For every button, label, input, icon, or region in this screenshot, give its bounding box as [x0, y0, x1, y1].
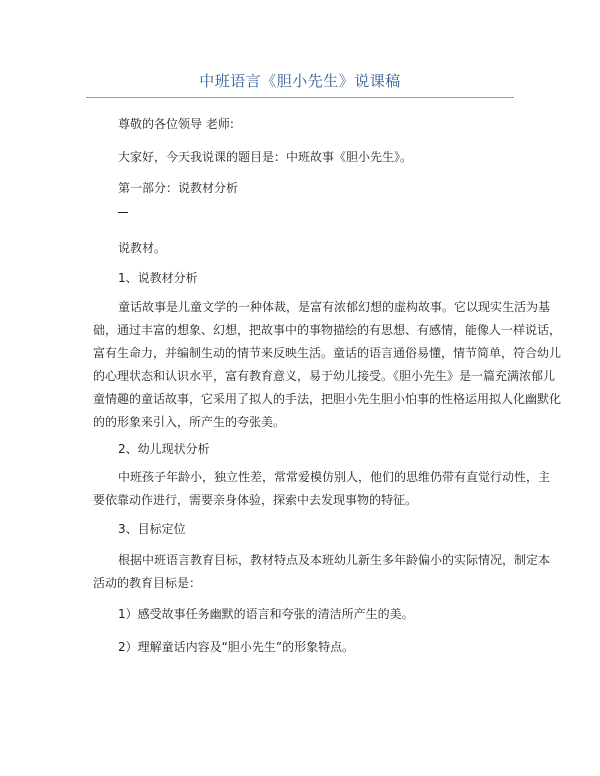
intro-line: 大家好，今天我说课的题目是：中班故事《胆小先生》。	[118, 150, 413, 164]
title-underline	[86, 97, 514, 98]
s2-line-1: 中班孩子年龄小，独立性差，常常爱模仿别人，他们的思维仍带有直觉行动性，主	[118, 470, 551, 484]
goal-1: 1）感受故事任务幽默的语言和夸张的清洁所产生的美。	[118, 607, 414, 621]
s1-line-1: 童话故事是儿童文学的一种体裁，是富有浓郁幻想的虚构故事。它以现实生活为基	[118, 300, 551, 314]
s1-line-5: 童情趣的童话故事，它采用了拟人的手法，把胆小先生胆小怕事的性格运用拟人化幽默化	[93, 392, 562, 406]
document-title: 中班语言《胆小先生》说课稿	[199, 72, 401, 90]
s1-line-2: 础，通过丰富的想象、幻想，把故事中的事物描绘的有思想、有感情，能像人一样说话，	[93, 323, 562, 337]
s2-heading: 2、幼儿现状分析	[118, 442, 210, 456]
greeting-line: 尊敬的各位领导 老师:	[118, 117, 234, 131]
s1-line-4: 的心理状态和认识水平，富有教育意义，易于幼儿接受。《胆小先生》是一篇充满浓郁儿	[93, 369, 556, 383]
dash-mark	[118, 212, 128, 213]
s3-line-2: 活动的教育目标是：	[93, 576, 202, 590]
section-label: 说教材。	[118, 241, 167, 255]
goal-2: 2）理解童话内容及“胆小先生”的形象特点。	[118, 640, 355, 654]
s3-line-1: 根据中班语言教育目标，教材特点及本班幼儿新生多年龄偏小的实际情况，制定本	[118, 553, 551, 567]
s1-line-3: 富有生命力，并编制生动的情节来反映生活。童话的语言通俗易懂，情节简单，符合幼儿	[93, 346, 562, 360]
s2-line-2: 要依靠动作进行，需要亲身体验，探索中去发现事物的特征。	[93, 493, 418, 507]
s1-line-6: 的的形象来引入，所产生的夸张美。	[93, 415, 286, 429]
s1-heading: 1、说教材分析	[118, 271, 198, 285]
part1-heading: 第一部分：说教材分析	[118, 181, 239, 195]
s3-heading: 3、目标定位	[118, 522, 186, 536]
